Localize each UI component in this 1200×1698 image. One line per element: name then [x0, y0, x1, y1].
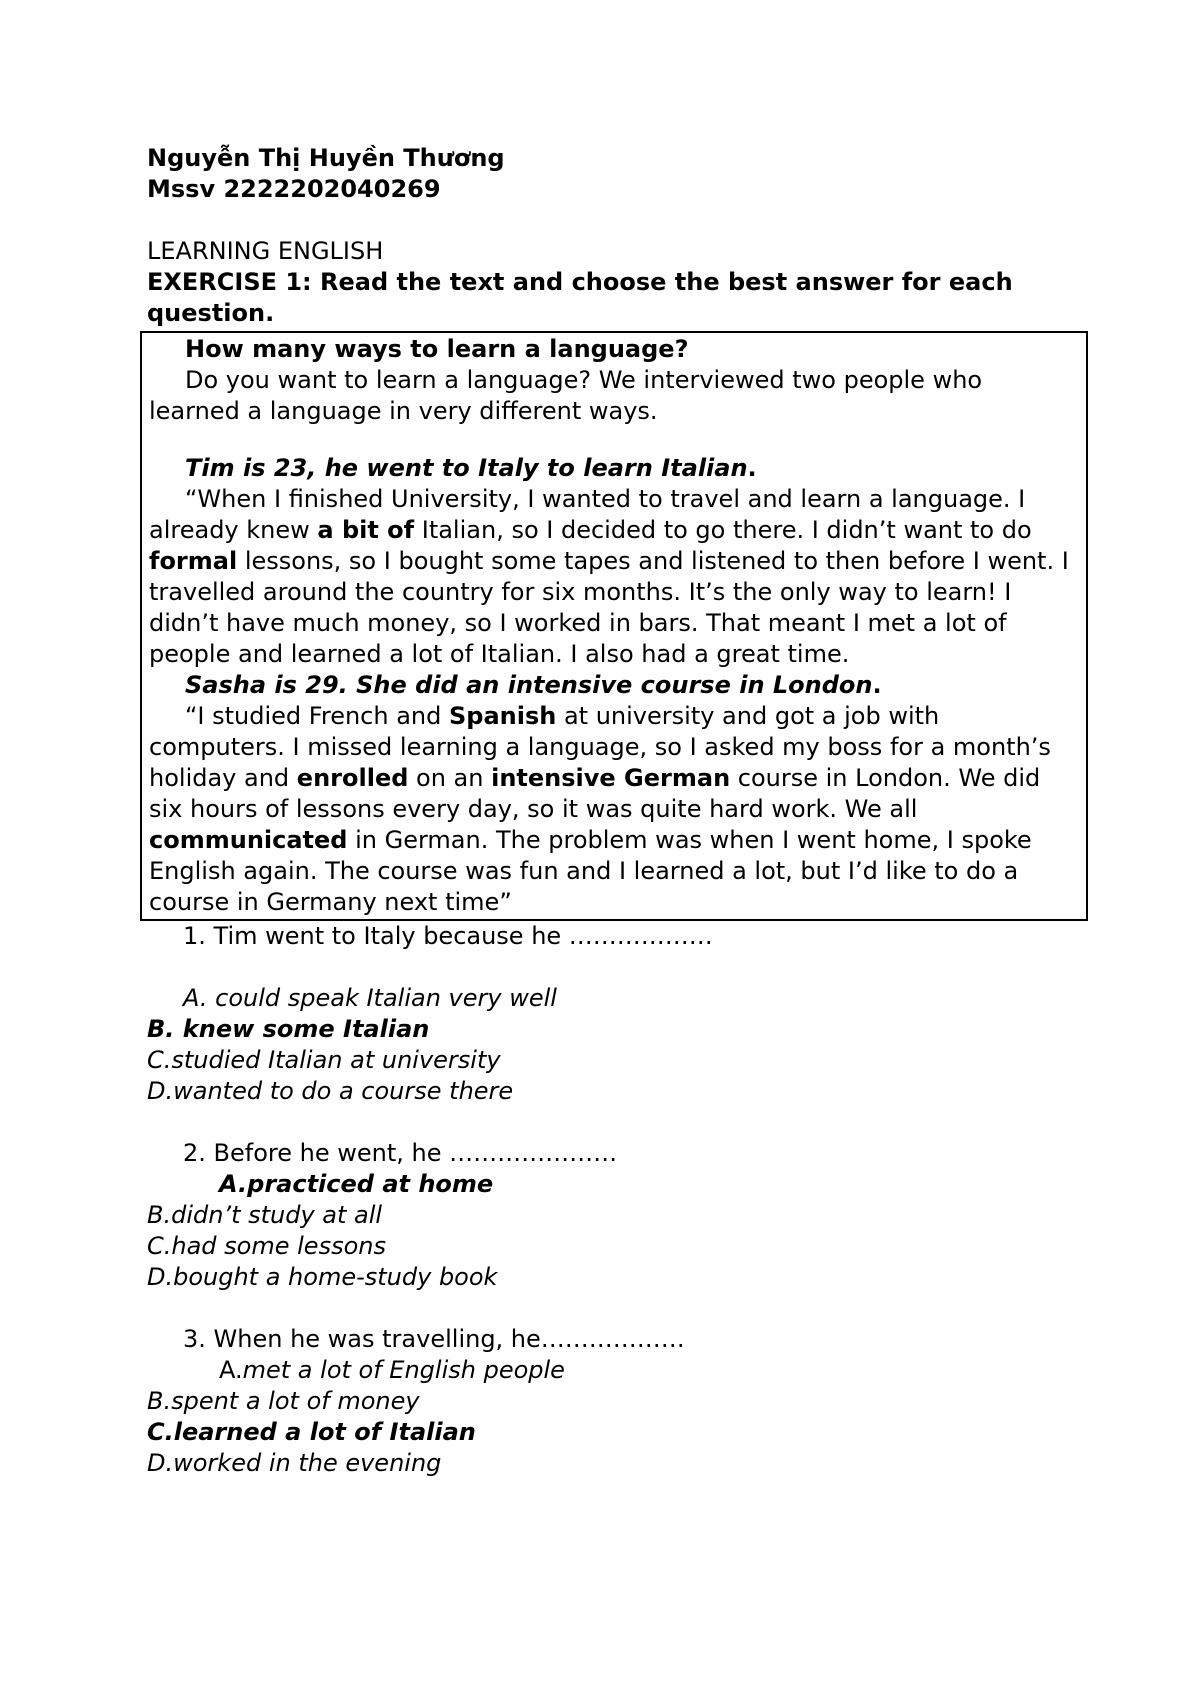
tim-heading: Tim is 23, he went to Italy to learn Italian. [185, 454, 757, 482]
section-title: LEARNING ENGLISH [147, 237, 384, 265]
question-1-option-d: D.wanted to do a course there [147, 1077, 514, 1105]
document-page [147, 143, 1077, 1479]
sasha-paragraph: “I studied French and Spanish at university and got a job with computers. I missed learning a language, so I asked my boss for a month’s holiday and enrolled on an intensive German course in London. We did six hours of lessons every day, so it was quite hard work. We all communicated in German. The problem was when I went home, I spoke English again. The course was fun and I learned a lot, but I’d like to do a course in Germany next time” [149, 702, 1051, 916]
student-id: Mssv 2222202040269 [147, 175, 441, 203]
question-1-option-b: B. knew some Italian [147, 1015, 430, 1043]
question-2-option-d: D.bought a home-study book [147, 1263, 498, 1291]
question-2-stem: 2. Before he went, he ………………… [183, 1139, 618, 1167]
question-2-option-b: B.didn’t study at all [147, 1201, 383, 1229]
question-3-stem: 3. When he was travelling, he……………… [183, 1325, 685, 1353]
question-3-option-b: B.spent a lot of money [147, 1387, 420, 1415]
question-2-option-c: C.had some lessons [147, 1232, 386, 1260]
question-1-option-a: A. could speak Italian very well [183, 984, 557, 1012]
tim-paragraph: “When I finished University, I wanted to travel and learn a language. I already knew a bit of Italian, so I decided to go there. I didn’t want to do formal lessons, so I bought some tapes and listened to then before I went. I travelled around the country for six months. It’s the only way to learn! I didn’t have much money, so I worked in bars. That meant I met a lot of people and learned a lot of Italian. I also had a great time. [149, 485, 1069, 668]
student-name: Nguyễn Thị Huyền Thương [147, 144, 505, 172]
question-3-option-c: C.learned a lot of Italian [147, 1418, 476, 1446]
reading-passage-box [140, 331, 1088, 921]
question-1-stem: 1. Tim went to Italy because he ……………… [183, 922, 713, 950]
passage-intro: Do you want to learn a language? We interviewed two people who learned a language in very different ways. [149, 366, 983, 425]
passage-title: How many ways to learn a language? [185, 335, 689, 363]
sasha-heading: Sasha is 29. She did an intensive course in London. [185, 671, 882, 699]
question-3-option-a: A.met a lot of English people [219, 1356, 565, 1384]
exercise-label: EXERCISE 1: [147, 268, 312, 296]
question-3-option-d: D.worked in the evening [147, 1449, 442, 1477]
question-2-option-a: A.practiced at home [219, 1170, 494, 1198]
question-1-option-c: C.studied Italian at university [147, 1046, 501, 1074]
exercise-instruction [147, 267, 1077, 329]
exercise-text: Read the text and choose the best answer for each question. [147, 268, 1013, 327]
